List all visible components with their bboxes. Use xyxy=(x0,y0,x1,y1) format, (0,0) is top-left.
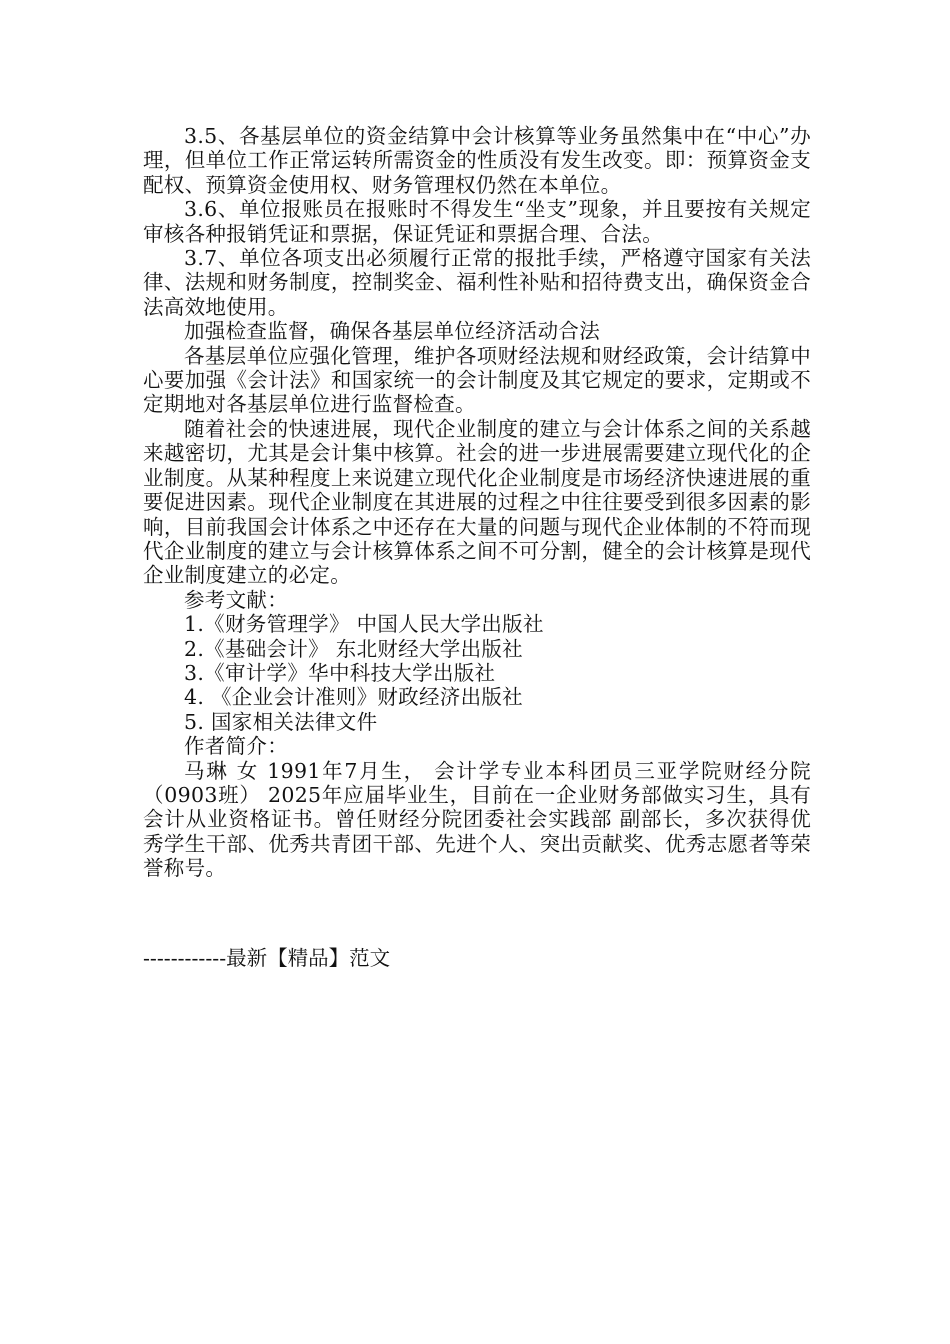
reference-item: 4. 《企业会计准则》财政经济出版社 xyxy=(184,685,523,710)
document-body xyxy=(143,124,811,881)
reference-item: 5. 国家相关法律文件 xyxy=(184,709,378,734)
reference-item: 2.《基础会计》 东北财经大学出版社 xyxy=(184,636,523,661)
author-label: 作者简介： xyxy=(184,734,288,759)
paragraph-3-7: 3.7、单位各项支出必须履行正常的报批手续，严格遵守国家有关法律、法规和财务制度，控制奖金、福利性补贴和招待费支出，确保资金合法高效地使用。 xyxy=(143,246,811,319)
paragraph-3-5: 3.5、各基层单位的资金结算中会计核算等业务虽然集中在“中心”办理，但单位工作正常运转所需资金的性质没有发生改变。即：预算资金支配权、预算资金使用权、财务管理权仍然在本单位。 xyxy=(143,124,811,197)
footer-text: ------------最新【精品】范文 xyxy=(143,946,391,970)
reference-item: 1.《财务管理学》 中国人民大学出版社 xyxy=(184,612,544,637)
author-bio: 马琳 女 1991年7月生， 会计学专业本科团员三亚学院财经分院（0903班） 2025年应届毕业生，目前在一企业财务部做实习生，具有会计从业资格证书。曾任财经分院团委社会实践部 副部长，多次获得优秀学生干部、优秀共青团干部、先进个人、突出贡献奖、优秀志愿者等荣誉称号。 xyxy=(143,758,811,881)
paragraph-3-6: 3.6、单位报账员在报账时不得发生“坐支”现象，并且要按有关规定审核各种报销凭证和票据，保证凭证和票据合理、合法。 xyxy=(143,197,811,246)
section-heading-supervision: 加强检查监督，确保各基层单位经济活动合法 xyxy=(184,319,600,344)
paragraph-supervision: 各基层单位应强化管理，维护各项财经法规和财经政策，会计结算中心要加强《会计法》和国家统一的会计制度及其它规定的要求，定期或不定期地对各基层单位进行监督检查。 xyxy=(143,343,811,417)
reference-item: 3.《审计学》华中科技大学出版社 xyxy=(184,660,496,685)
paragraph-conclusion: 随着社会的快速进展，现代企业制度的建立与会计体系之间的关系越来越密切，尤其是会计集中核算。社会的进一步进展需要建立现代化的企业制度。从某种程度上来说建立现代化企业制度是市场经济快速进展的重要促进因素。现代企业制度在其进展的过程之中往往要受到很多因素的影响，目前我国会计体系之中还存在大量的问题与现代企业体制的不符而现代企业制度的建立与会计核算体系之间不可分割，健全的会计核算是现代企业制度建立的必定。 xyxy=(143,416,811,588)
references-label: 参考文献： xyxy=(184,587,288,612)
